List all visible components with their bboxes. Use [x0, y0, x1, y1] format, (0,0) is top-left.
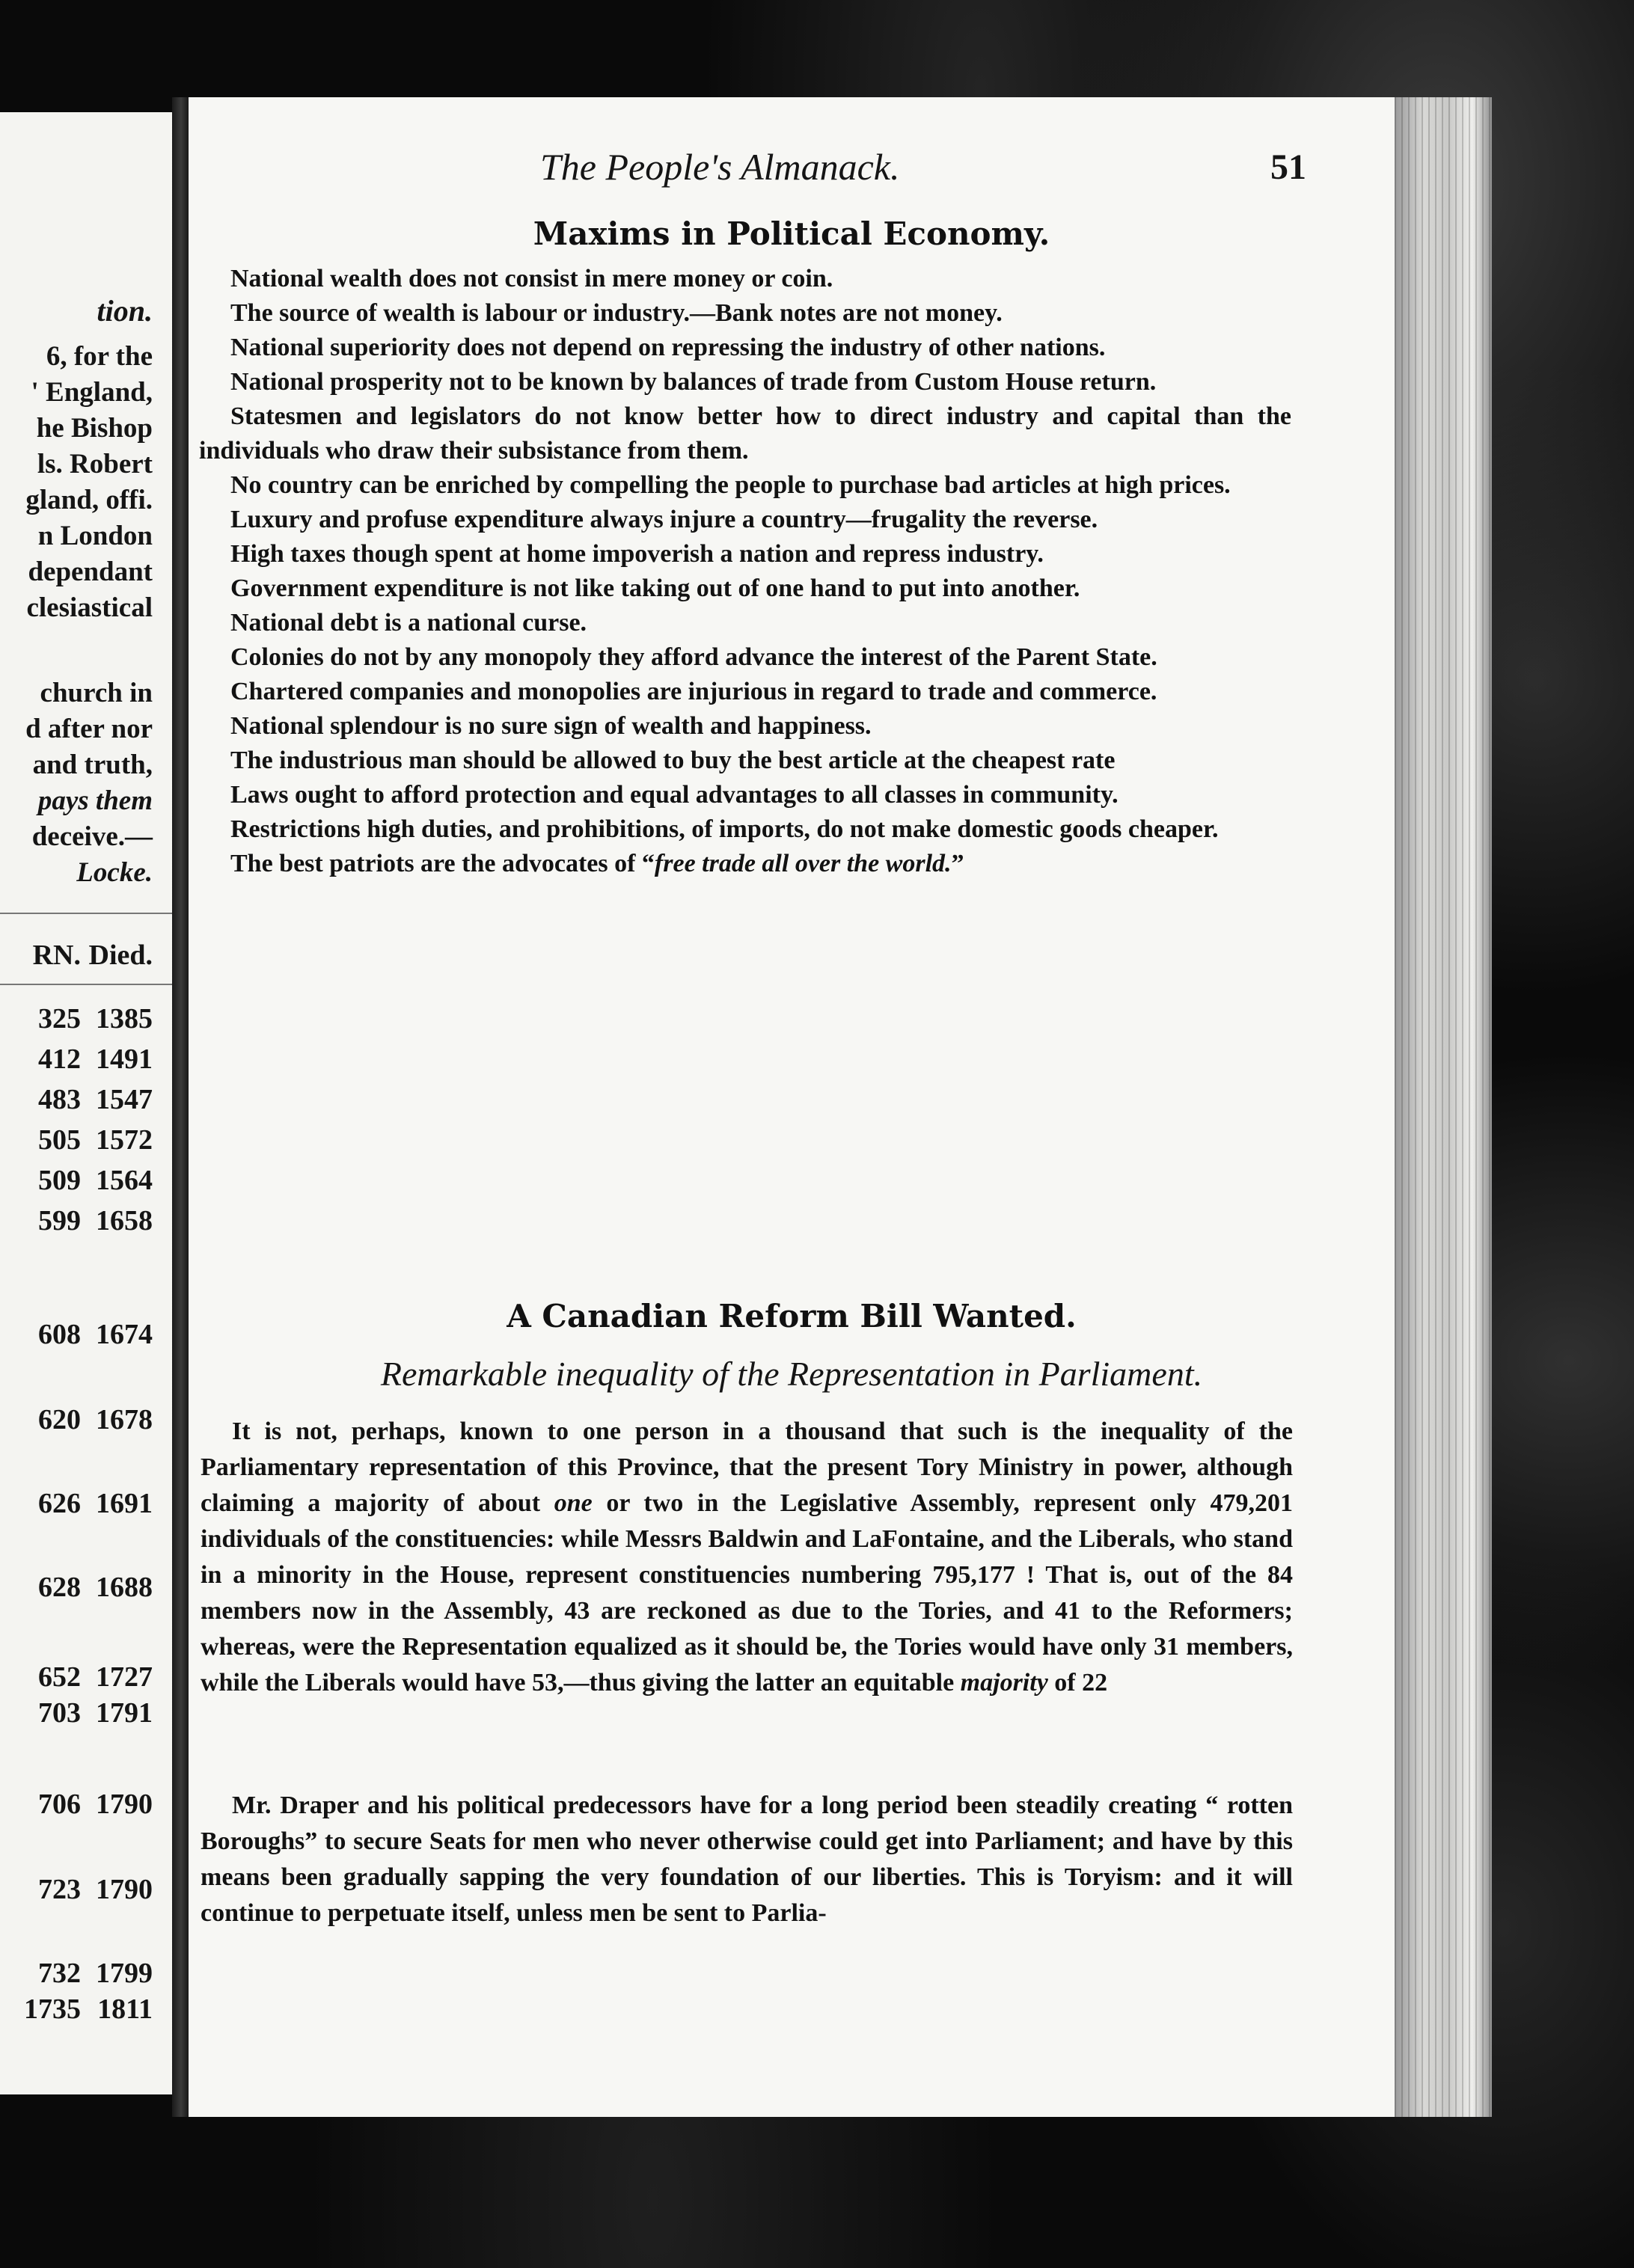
final-maxim-suffix: ” — [951, 850, 964, 877]
table-rule — [0, 984, 172, 985]
died-cell: 1658 — [96, 1205, 153, 1236]
born-cell: 703 — [38, 1697, 81, 1729]
maxim: National prosperity not to be known by balances of trade from Custom House return. — [230, 368, 1157, 396]
born-cell: 723 — [38, 1874, 81, 1905]
maxim: National debt is a national curse. — [230, 609, 587, 637]
final-maxim-emphasis: free trade all over the world. — [654, 850, 952, 877]
left-page-line: n London — [37, 521, 153, 551]
born-cell: 626 — [38, 1488, 81, 1519]
left-page-line: he Bishop — [36, 413, 153, 444]
para-text: or two in the Legislative Assembly, represent only 479,201 individuals of the constituencies: while Messrs Baldwin and LaFontaine, and the Liberals, who stand in a minority in the House, represent constituencies numbering 795,177 ! That is, out of the 84 members now in the Assembly, 43 are reckoned as due to the Tories, and 41 to the Reformers; whereas, were the Representation equalized as it should be, the Tories would have only 31 members, while the Liberals would have 53,—thus giving the latter an equitable — [201, 1489, 1293, 1697]
section-title-reform-bill: A Canadian Reform Bill Wanted. — [507, 1298, 1077, 1334]
left-page-line: deceive.— — [31, 821, 153, 852]
book-gutter — [172, 97, 190, 2117]
paragraph-draper: Mr. Draper and his political predecessors have for a long period been steadily creating “ rotten Boroughs” to secure Seats for men who never otherwise could get into Parliament; and have by this means been gradually sapping the very foundation of our liberties. This is Toryism: and it will continue to perpetuate itself, unless men be sent to Parlia- — [201, 1792, 1293, 1927]
left-page-line: ls. Robert — [37, 449, 153, 479]
died-cell: 1727 — [96, 1661, 153, 1693]
maxim: National superiority does not depend on repressing the industry of other nations. — [230, 334, 1106, 361]
previous-page-fragment — [0, 112, 177, 2094]
maxim: National splendour is no sure sign of wealth and happiness. — [230, 712, 872, 740]
maxim: High taxes though spent at home impoverish a nation and repress industry. — [230, 540, 1044, 568]
para-emphasis: one — [554, 1489, 593, 1517]
died-cell: 1678 — [96, 1404, 153, 1435]
maxim: The industrious man should be allowed to buy the best article at the cheapest rate — [230, 747, 1116, 774]
maxim: The source of wealth is labour or industry.—Bank notes are not money. — [230, 299, 1003, 327]
died-cell: 1564 — [96, 1165, 153, 1196]
maxim: National wealth does not consist in mere money or coin. — [230, 265, 833, 292]
left-page-line: Locke. — [76, 857, 153, 888]
final-maxim-prefix: The best patriots are the advocates of “ — [230, 850, 655, 877]
died-cell: 1799 — [96, 1958, 153, 1989]
table-rule — [0, 913, 172, 914]
maxim-final — [199, 847, 1291, 881]
book-page-edges — [1395, 97, 1492, 2117]
maxim: Restrictions high duties, and prohibitions, of imports, do not make domestic goods cheaper. — [230, 815, 1219, 843]
maxims-list — [199, 262, 1291, 881]
left-page-line: gland, offi. — [25, 485, 153, 515]
section-subtitle: Remarkable inequality of the Representation in Parliament. — [380, 1355, 1203, 1393]
born-cell: 1735 — [24, 1993, 81, 2025]
maxim: Government expenditure is not like taking out of one hand to put into another. — [230, 574, 1080, 602]
born-cell: 509 — [38, 1165, 81, 1196]
born-cell: 628 — [38, 1572, 81, 1603]
born-cell: 483 — [38, 1084, 81, 1115]
left-page-line: 6, for the — [46, 341, 153, 372]
born-cell: 706 — [38, 1789, 81, 1820]
para-text: It is not, perhaps, known to one person in a thousand that such is the inequality of the Parliamentary representation of this Province, that the present Tory Ministry in power, although claiming a majority of about — [201, 1418, 1293, 1517]
died-cell: 1674 — [96, 1319, 153, 1350]
died-cell: 1688 — [96, 1572, 153, 1603]
born-cell: 652 — [38, 1661, 81, 1693]
died-cell: 1791 — [96, 1697, 153, 1729]
para-emphasis: majority — [960, 1669, 1048, 1697]
born-cell: 732 — [38, 1958, 81, 1989]
maxim: No country can be enriched by compelling the people to purchase bad articles at high prices. — [230, 471, 1231, 499]
section-title-maxims: Maxims in Political Economy. — [533, 215, 1050, 252]
left-page-line: d after nor — [25, 714, 153, 744]
paragraph-representation — [201, 1414, 1293, 1701]
died-cell: 1691 — [96, 1488, 153, 1519]
died-cell: 1790 — [96, 1874, 153, 1905]
died-cell: 1385 — [96, 1003, 153, 1035]
maxim: Statesmen and legislators do not know better how to direct industry and capital than the individuals who draw their subsistance from them. — [199, 402, 1291, 465]
left-page-line: ' England, — [31, 377, 153, 408]
born-cell: 620 — [38, 1404, 81, 1435]
born-cell: 325 — [38, 1003, 81, 1035]
left-page-line: clesiastical — [26, 592, 153, 623]
almanack-page — [189, 97, 1395, 2117]
maxim: Colonies do not by any monopoly they afford advance the interest of the Parent State. — [230, 643, 1157, 671]
maxim: Laws ought to afford protection and equal advantages to all classes in community. — [230, 781, 1119, 809]
left-page-line: tion. — [97, 294, 153, 328]
left-page-line: dependant — [28, 557, 153, 587]
died-cell: 1790 — [96, 1789, 153, 1820]
page-number: 51 — [1270, 147, 1306, 187]
died-cell: 1547 — [96, 1084, 153, 1115]
maxim: Chartered companies and monopolies are injurious in regard to trade and commerce. — [230, 678, 1157, 705]
died-header: Died. — [88, 940, 153, 971]
born-cell: 608 — [38, 1319, 81, 1350]
born-cell: 412 — [38, 1043, 81, 1075]
maxim: Luxury and profuse expenditure always injure a country—frugality the reverse. — [230, 506, 1098, 533]
left-page-line: and truth, — [32, 750, 153, 780]
died-cell: 1811 — [97, 1993, 153, 2025]
born-header: RN. — [32, 940, 81, 971]
left-page-line: pays them — [37, 785, 153, 816]
born-cell: 599 — [38, 1205, 81, 1236]
died-cell: 1491 — [96, 1043, 153, 1075]
died-cell: 1572 — [96, 1124, 153, 1156]
left-page-line: church in — [40, 678, 153, 708]
born-cell: 505 — [38, 1124, 81, 1156]
running-head: The People's Almanack. — [540, 146, 900, 188]
para-text: of 22 — [1047, 1669, 1108, 1697]
